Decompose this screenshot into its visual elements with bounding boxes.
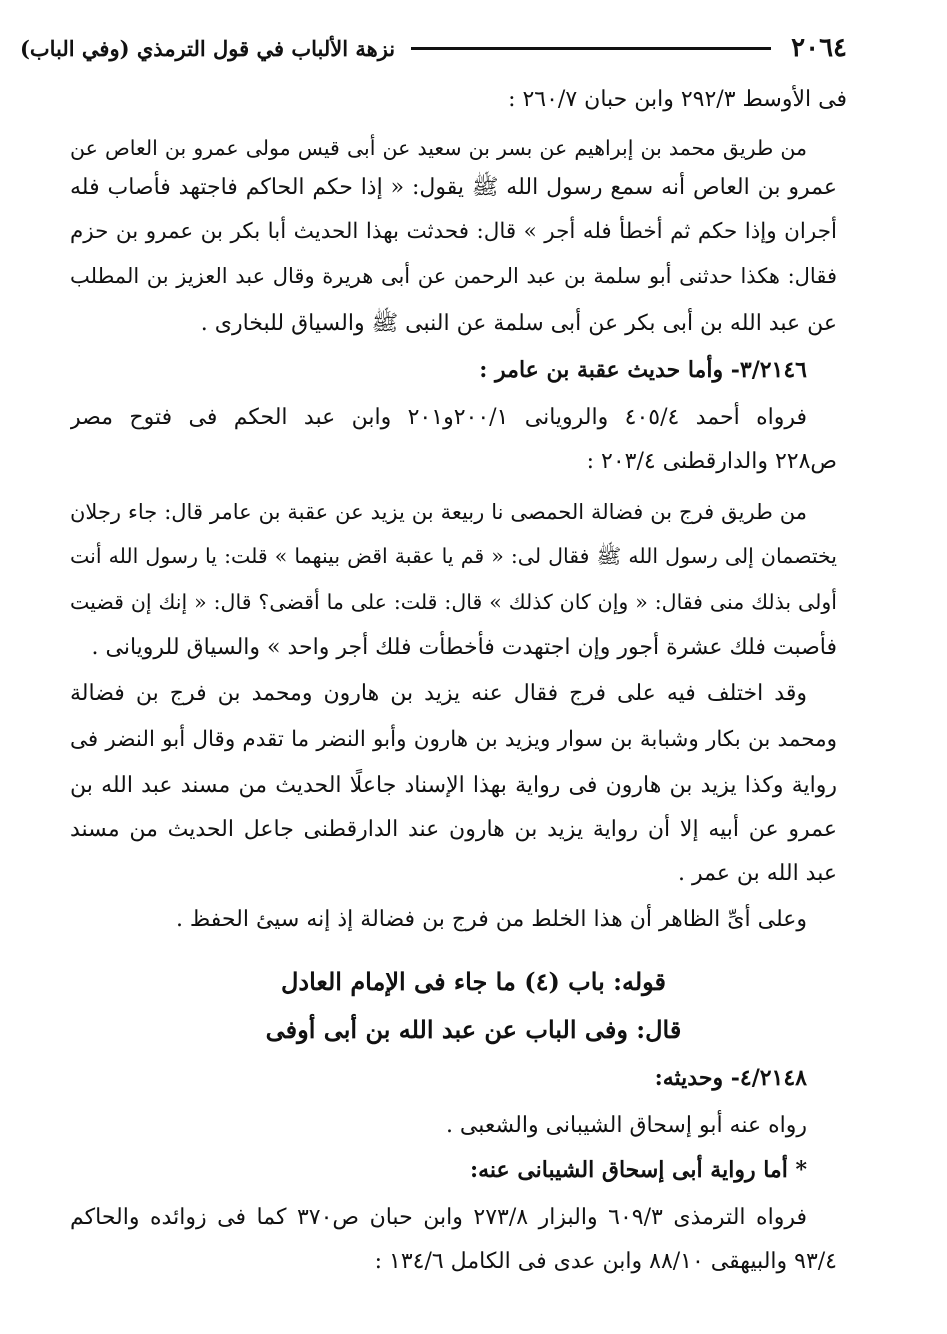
text-line: وقد اختلف فيه على فرج فقال عنه يزيد بن هارون ومحمد بن فرج بن فضالة (70, 681, 807, 706)
header-rule (411, 47, 771, 50)
text-line: من طريق فرج بن فضالة الحمصى نا ربيعة بن يزيد عن عقبة بن عامر قال: جاء رجلان (70, 500, 807, 524)
page-header (19, 30, 847, 66)
text-line: عبد الله بن عمر . (677, 861, 837, 886)
text-line: وعلى أىِّ الظاهر أن هذا الخلط من فرج بن فضالة إذ إنه سيئ الحفظ . (175, 907, 807, 932)
text-line: أجران وإذا حكم ثم أخطأ فله أجر » قال: فحدثت بهذا الحديث أبا بكر بن عمرو بن حزم (70, 219, 837, 244)
text-line: رواه عنه أبو إسحاق الشيبانى والشعبى . (445, 1113, 807, 1138)
section-heading: ٤/٢١٤٨- وحديثه: (654, 1065, 807, 1091)
section-heading: * أما رواية أبى إسحاق الشيبانى عنه: (470, 1157, 807, 1183)
text-line: فأصبت فلك عشرة أجور وإن اجتهدت فأخطأت فلك أجر واحد » والسياق للرويانى . (91, 635, 837, 660)
text-line: عمرو بن العاص أنه سمع رسول الله ﷺ يقول: « إذا حكم الحاكم فاجتهد فأصاب فله (70, 175, 837, 200)
running-title: نزهة الألباب في قول الترمذي (وفي الباب) (19, 35, 396, 61)
page-number: ٢٠٦٤ (791, 33, 847, 63)
section-heading: ٣/٢١٤٦- وأما حديث عقبة بن عامر : (479, 357, 807, 383)
text-line: عمرو عن أبيه إلا أن رواية يزيد بن هارون عند الدارقطنى جاعل الحديث من مسند (70, 817, 837, 842)
text-line: من طريق محمد بن إبراهيم عن بسر بن سعيد عن أبى قيس مولى عمرو بن العاص عن (70, 136, 807, 160)
text-line: فقال: هكذا حدثنى أبو سلمة بن عبد الرحمن عن أبى هريرة وقال عبد العزيز بن المطلب (70, 264, 837, 288)
text-line: فرواه أحمد ٤٠٥/٤ والرويانى ٢٠٠/١و٢٠١ وابن عبد الحكم فى فتوح مصر (70, 405, 807, 430)
text-line: يختصمان إلى رسول الله ﷺ فقال لى: « قم يا عقبة اقض بينهما » قلت: يا رسول الله أنت (70, 544, 837, 568)
text-line: أولى بذلك منى فقال: « وإن كان كذلك » قال: قلت: على ما أقضى؟ قال: « إنك إن قضيت (70, 590, 837, 614)
text-line: رواية وكذا يزيد بن هارون فى رواية بهذا الإسناد جاعلًا الحديث من مسند عبد الله بن (70, 773, 837, 798)
chapter-subheading: قال: وفى الباب عن عبد الله بن أبى أوفى (265, 1015, 682, 1044)
text-line: ٩٣/٤ والبيهقى ٨٨/١٠ وابن عدى فى الكامل ١٣٤/٦ : (374, 1249, 837, 1274)
text-line: فى الأوسط ٢٩٢/٣ وابن حبان ٢٦٠/٧ : (508, 87, 847, 112)
chapter-heading: قوله: باب (٤) ما جاء فى الإمام العادل (280, 967, 667, 996)
text-line: ومحمد بن بكار وشبابة بن سوار ويزيد بن هارون وأبو النضر ما تقدم وقال أبو النضر فى (70, 727, 837, 752)
text-line: فرواه الترمذى ٦٠٩/٣ والبزار ٢٧٣/٨ وابن حبان ص٣٧٠ كما فى زوائده والحاكم (70, 1205, 807, 1230)
text-line: ص٢٢٨ والدارقطنى ٢٠٣/٤ : (586, 449, 837, 474)
text-line: عن عبد الله بن أبى بكر عن أبى سلمة عن النبى ﷺ والسياق للبخارى . (200, 311, 837, 336)
